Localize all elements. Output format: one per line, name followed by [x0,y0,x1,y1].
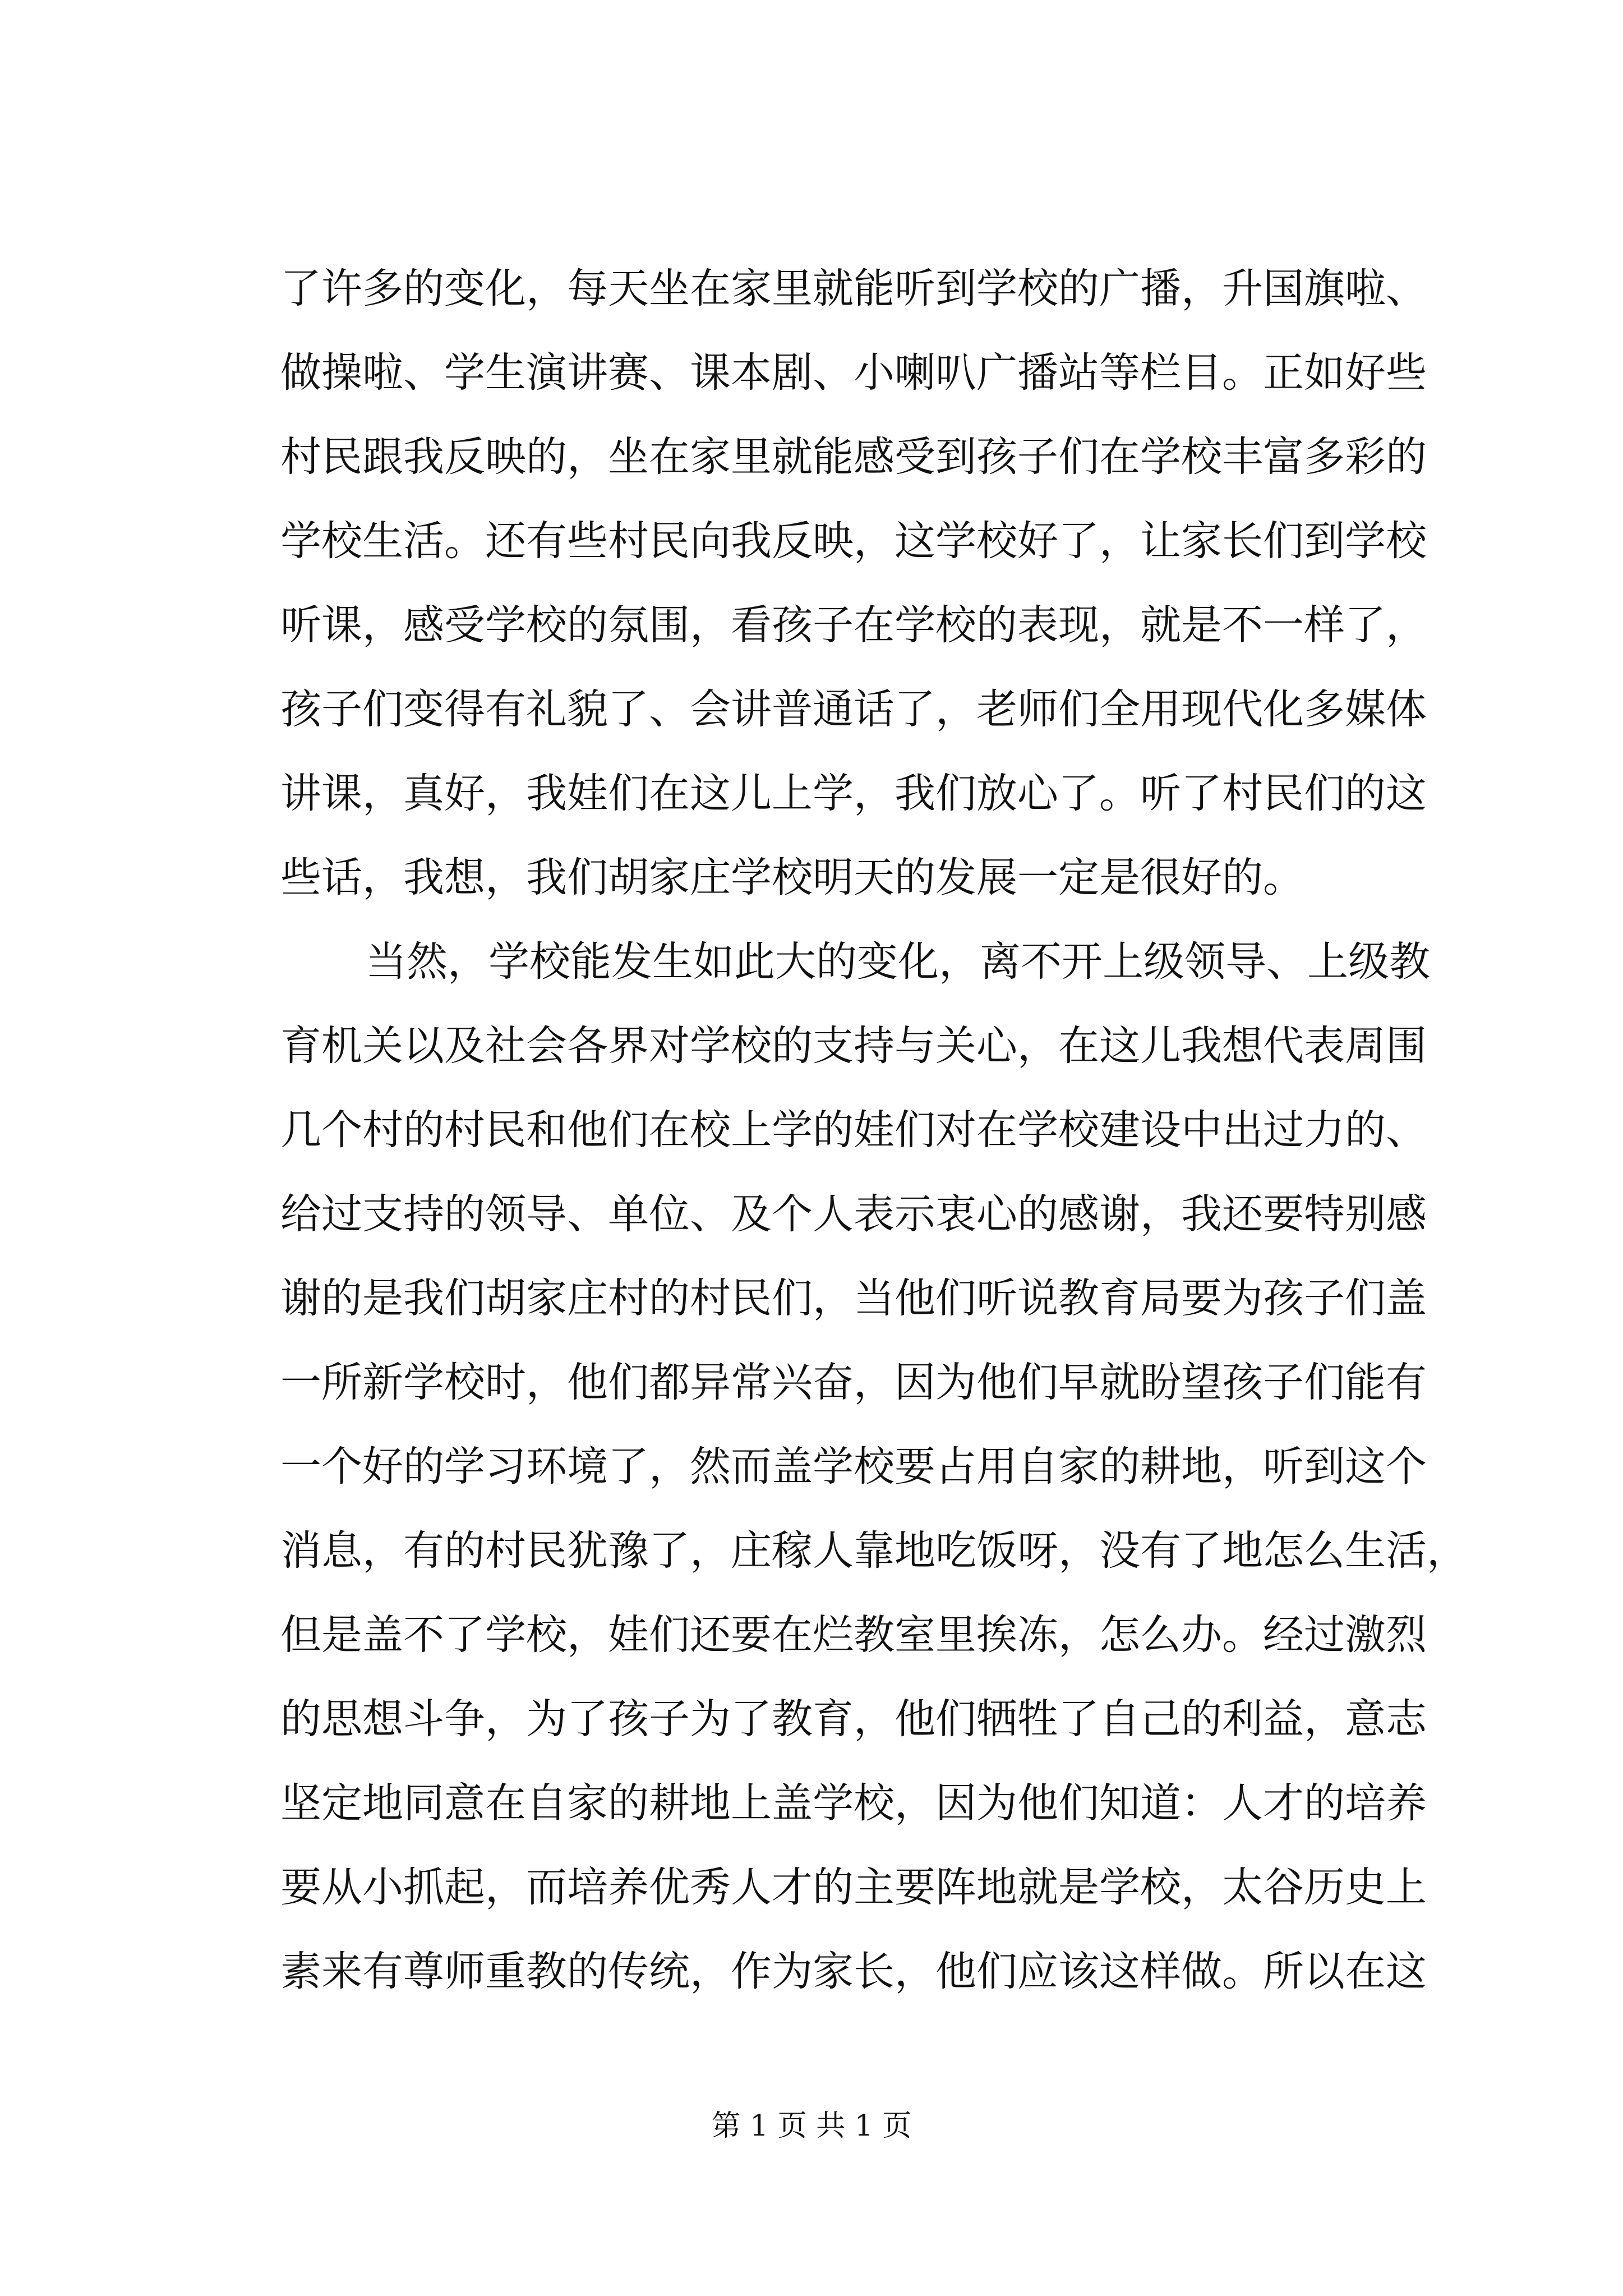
text-line [280,1088,1427,1172]
text-line-content: 一个好的学习环境了，然而盖学校要占用自家的耕地，听到这个 [280,1443,1427,1490]
text-line-content: 坚定地同意在自家的耕地上盖学校，因为他们知道：人才的培养 [280,1779,1427,1827]
text-line [280,1509,1468,1593]
page-number-label: 第 1 页 共 1 页 [711,2109,912,2143]
text-line-content: 学校生活。还有些村民向我反映，这学校好了，让家长们到学校 [280,517,1427,565]
text-line-content: 讲课，真好，我娃们在这儿上学，我们放心了。听了村民们的这 [280,770,1427,817]
text-line [280,836,1424,920]
text-line [280,1004,1427,1088]
text-line-content: 但是盖不了学校，娃们还要在烂教室里挨冻，怎么办。经过激烈 [280,1611,1427,1659]
paragraph-first-line [280,920,1430,1004]
text-line [280,1257,1427,1341]
text-line [280,1846,1427,1930]
text-line [280,1172,1427,1257]
text-line-content: 的思想斗争，为了孩子为了教育，他们牺牲了自己的利益，意志 [280,1695,1427,1743]
text-line [280,1425,1427,1509]
text-line [280,1593,1427,1677]
text-line-content: 要从小抓起，而培养优秀人才的主要阵地就是学校，太谷历史上 [280,1864,1427,1911]
text-line [280,1341,1427,1425]
text-line-content: 一所新学校时，他们都异常兴奋，因为他们早就盼望孩子们能有 [280,1359,1427,1406]
text-line [280,499,1427,583]
text-line [280,1930,1427,2014]
text-line-content: 素来有尊师重教的传统，作为家长，他们应该这样做。所以在这 [280,1948,1427,1995]
text-line-content: 育机关以及社会各界对学校的支持与关心，在这儿我想代表周围 [280,1022,1427,1070]
text-line [280,752,1427,836]
text-line-content: 了许多的变化，每天坐在家里就能听到学校的广播，升国旗啦、 [280,265,1427,312]
text-line [280,415,1427,499]
text-line [280,1761,1427,1846]
text-line [280,668,1427,752]
text-line [280,247,1427,331]
text-line-content: 消息，有的村民犹豫了，庄稼人靠地吃饭呀，没有了地怎么生活， [280,1527,1468,1575]
text-line [280,583,1427,668]
page-footer [0,2106,1623,2146]
text-line-content: 谢的是我们胡家庄村的村民们，当他们听说教育局要为孩子们盖 [280,1274,1427,1322]
text-line-content: 孩子们变得有礼貌了、会讲普通话了，老师们全用现代化多媒体 [280,685,1427,733]
text-line-content: 村民跟我反映的，坐在家里就能感受到孩子们在学校丰富多彩的 [280,433,1427,481]
text-line-content: 些话，我想，我们胡家庄学校明天的发展一定是很好的。 [280,854,1304,901]
text-line-content: 当然，学校能发生如此大的变化，离不开上级领导、上级教 [366,938,1430,986]
text-line-content: 听课，感受学校的氛围，看孩子在学校的表现，就是不一样了， [280,601,1427,649]
text-line [280,1677,1427,1761]
text-line-content: 几个村的村民和他们在校上学的娃们对在学校建设中出过力的、 [280,1106,1427,1154]
text-line [280,331,1427,415]
text-line-content: 给过支持的领导、单位、及个人表示衷心的感谢，我还要特别感 [280,1190,1427,1238]
text-line-content: 做操啦、学生演讲赛、课本剧、小喇叭广播站等栏目。正如好些 [280,349,1427,397]
body-text [280,247,1468,2014]
